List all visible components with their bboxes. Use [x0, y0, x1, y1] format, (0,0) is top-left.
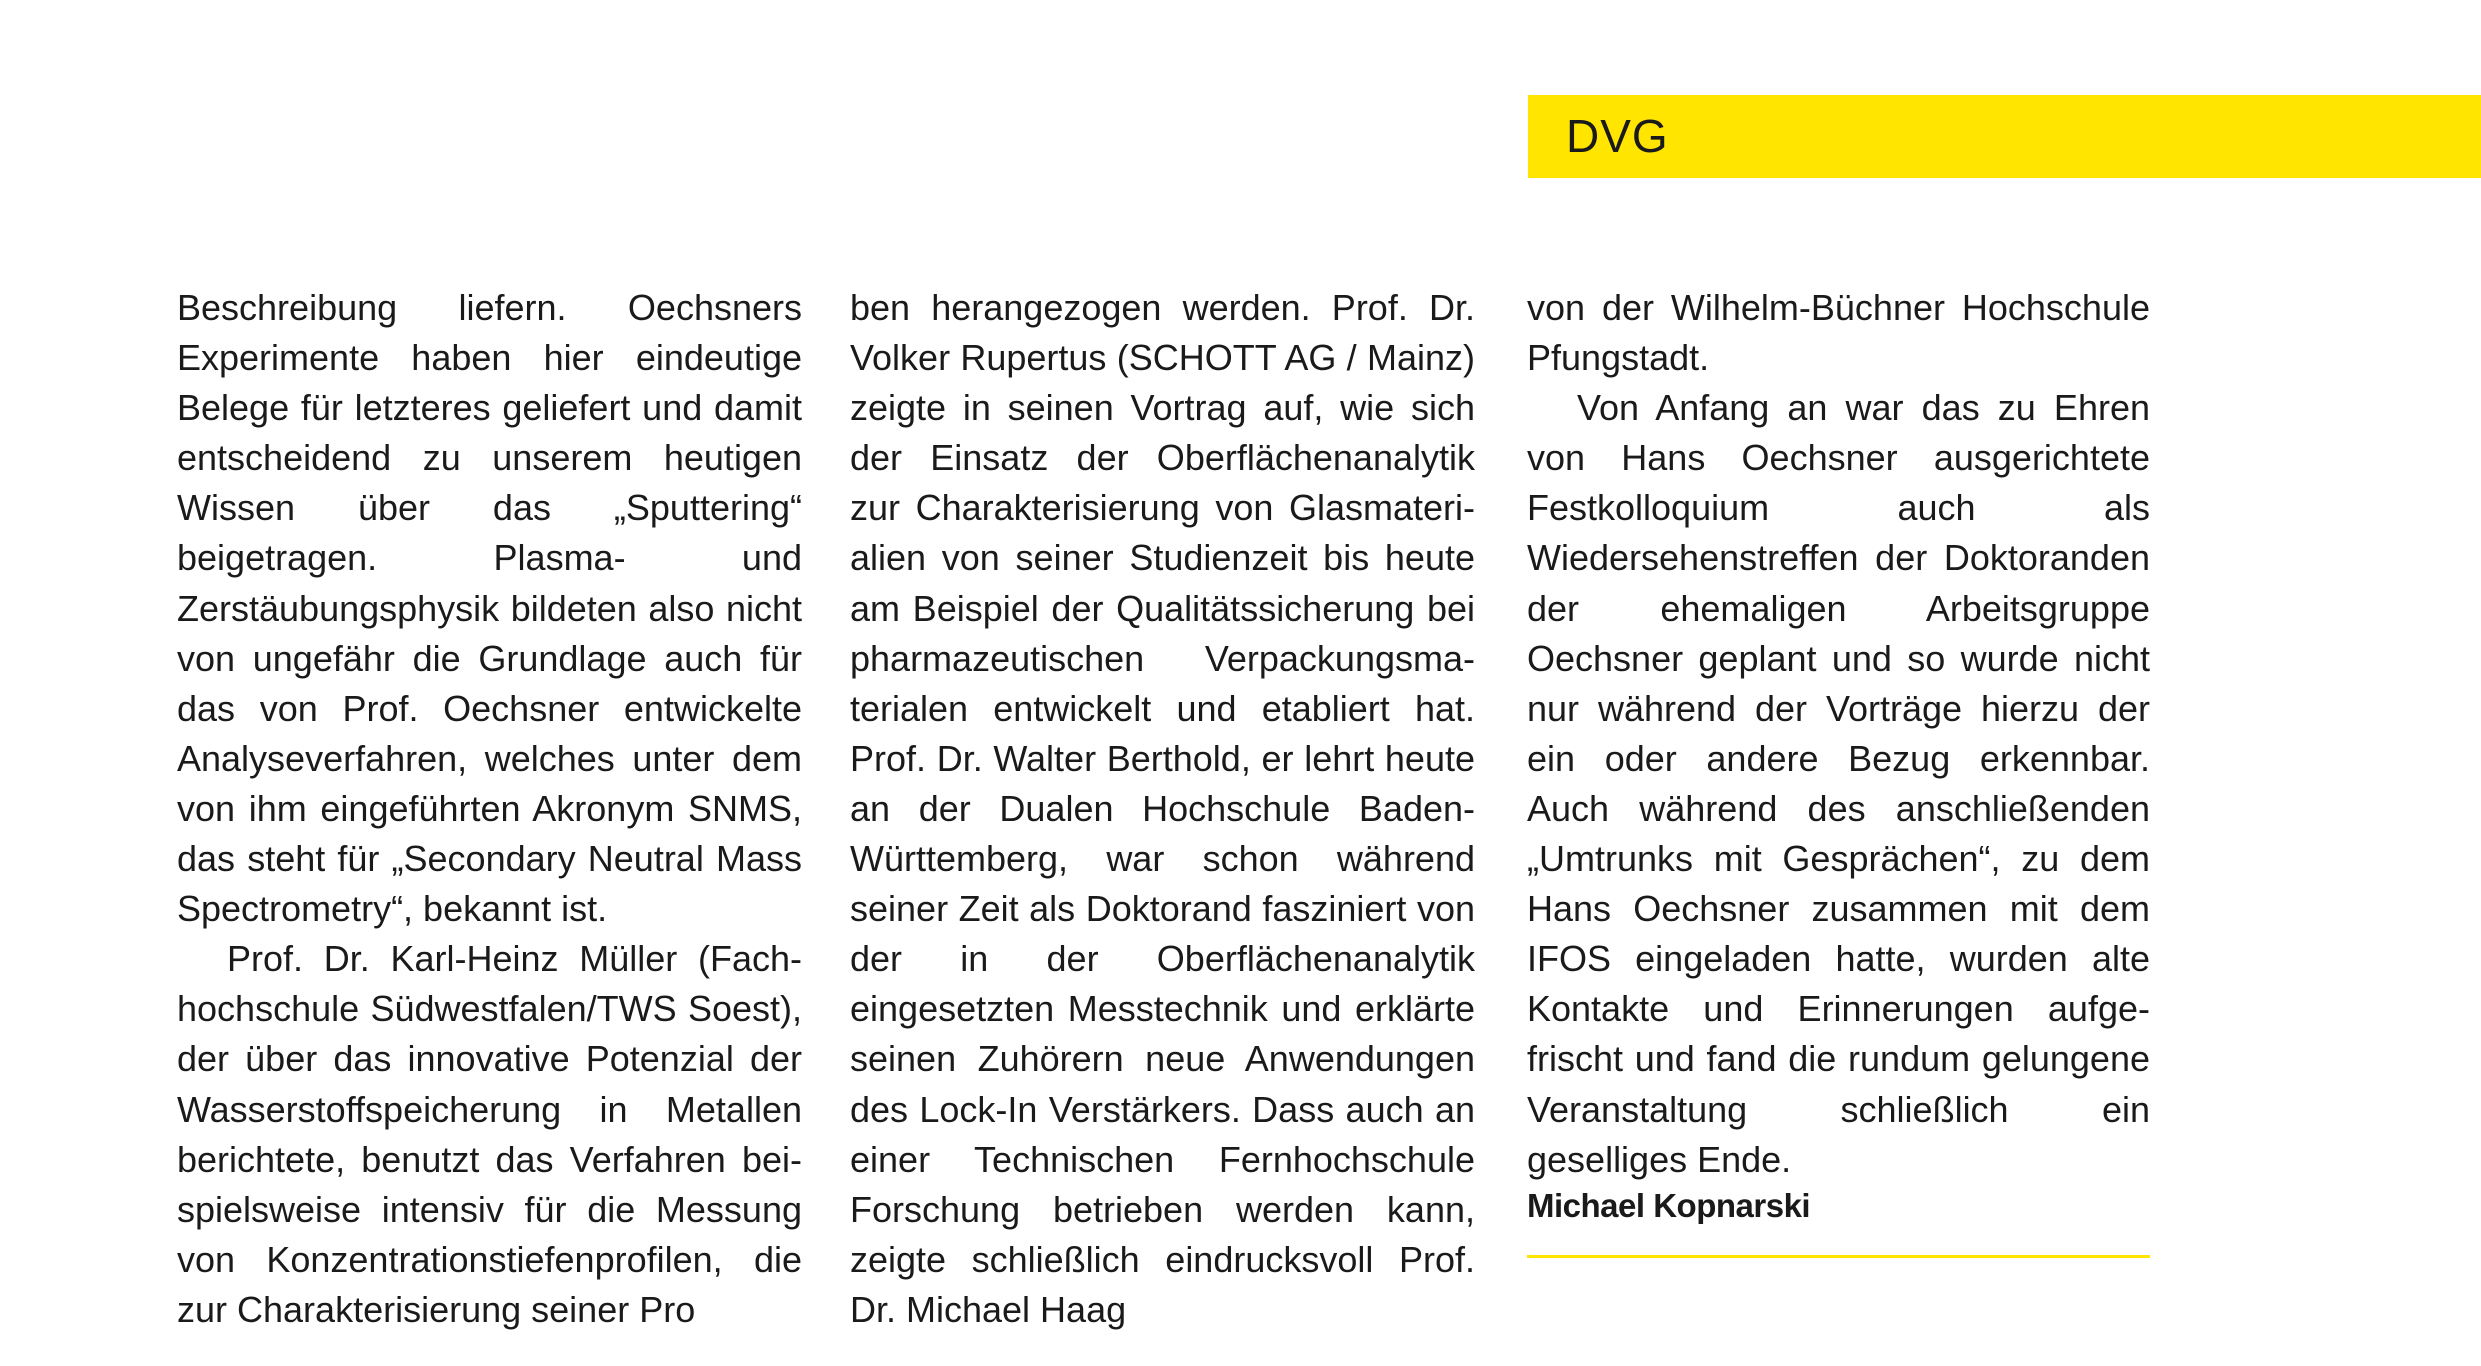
- section-label: DVG: [1566, 110, 1669, 162]
- text-column-2: [850, 283, 1475, 1335]
- paragraph: ben herangezogen werden. Prof. Dr. Volker Rupertus (SCHOTT AG / Mainz) zeigte in seinen Vortrag auf, wie sich der Einsatz der Oberflächenanalytik zur Charakterisierung von Glasmaterialien von seiner Studienzeit bis heute am Beispiel der Qualitätssicherung bei pharmazeutischen Verpackungsmaterialen entwickelt und etabliert hat. Prof. Dr. Walter Berthold, er lehrt heute an der Dualen Hochschule Baden-Württemberg, war schon während seiner Zeit als Doktorand fasziniert von der in der Oberflächenanalytik eingesetzten Messtechnik und erklärte seinen Zuhörern neue Anwendungen des Lock-In Verstärkers. Dass auch an einer Technischen Fernhochschule Forschung betrieben werden kann, zeigte schließlich eindrucksvoll Prof. Dr. Michael Haag: [850, 287, 1475, 1330]
- text-column-3: [1527, 283, 2150, 1185]
- section-header-bar: [1528, 95, 2481, 178]
- author-divider: [1527, 1255, 2150, 1258]
- paragraph: Prof. Dr. Karl-Heinz Müller (Fachhochschule Südwestfalen/TWS Soest), der über das innovative Potenzial der Wasserstoffspeicherung in Metallen berichtete, benutzt das Verfahren beispielsweise intensiv für die Messung von Konzentrationstiefenprofilen, die zur Charakterisierung seiner Pro: [177, 938, 802, 1330]
- paragraph: Beschreibung liefern. Oechsners Experimente haben hier eindeutige Belege für letzteres geliefert und damit entscheidend zu unserem heutigen Wissen über das „Sputtering“ beigetragen. Plasma- und Zerstäubungsphysik bildeten also nicht von ungefähr die Grundlage auch für das von Prof. Oechsner entwickelte Analyseverfahren, welches unter dem von ihm eingeführten Akronym SNMS, das steht für „Secondary Neutral Mass Spectrometry“, bekannt ist.: [177, 287, 802, 930]
- author-signature: Michael Kopnarski: [1527, 1187, 1811, 1224]
- paragraph: Von Anfang an war das zu Ehren von Hans Oechsner ausgerichtete Festkolloquium auch als Wiedersehenstreffen der Doktoranden der ehemaligen Arbeitsgruppe Oechsner geplant und so wurde nicht nur während der Vorträge hierzu der ein oder andere Bezug erkennbar. Auch während des anschließenden „Umtrunks mit Gesprächen“, zu dem Hans Oechsner zusammen mit dem IFOS eingeladen hatte, wurden alte Kontakte und Erinnerungen aufgefrischt und fand die rundum gelungene Veranstaltung schließlich ein geselliges Ende.: [1527, 387, 2150, 1180]
- paragraph: von der Wilhelm-Büchner Hochschule Pfungstadt.: [1527, 287, 2150, 379]
- text-column-1: [177, 283, 802, 1335]
